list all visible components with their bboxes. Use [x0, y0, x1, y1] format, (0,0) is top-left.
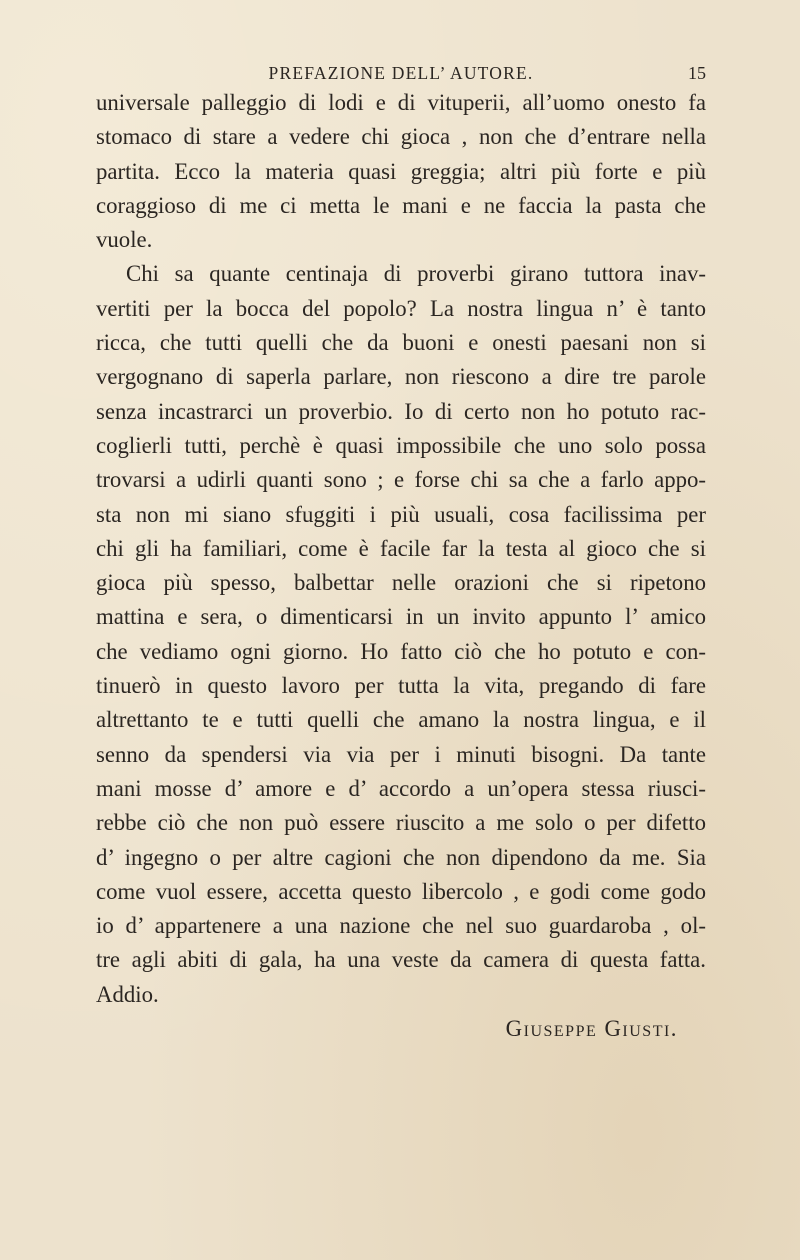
page-number: 15 — [688, 63, 706, 83]
text-line: senza incastrarci un proverbio. Io di certo non ho potuto rac- — [96, 398, 706, 424]
text-line: tinuerò in questo lavoro per tutta la vita, pregando di fare — [96, 673, 706, 699]
text-line: stomaco di stare a vedere chi gioca , non che d’entrare nella — [96, 124, 706, 150]
text-line: mattina e sera, o dimenticarsi in un invito appunto l’ amico — [96, 604, 706, 630]
text-line: come vuol essere, accetta questo libercolo , e godi come godo — [96, 878, 706, 904]
text-line: gioca più spesso, balbettar nelle orazioni che si ripetono — [96, 570, 706, 596]
text-line: coraggioso di me ci metta le mani e ne faccia la pasta che — [96, 192, 706, 218]
text-line: trovarsi a udirli quanti sono ; e forse chi sa che a farlo appo- — [96, 467, 706, 493]
text-line: vergognano di saperla parlare, non riescono a dire tre parole — [96, 364, 706, 390]
text-line: partita. Ecco la materia quasi greggia; altri più forte e più — [96, 158, 706, 184]
text-line: senno da spendersi via via per i minuti bisogni. Da tante — [96, 741, 706, 767]
text-line: Chi sa quante centinaja di proverbi girano tuttora inav- — [126, 261, 706, 287]
text-line: Addio. — [96, 981, 159, 1007]
text-line: universale palleggio di lodi e di vituperii, all’uomo onesto fa — [96, 90, 706, 115]
text-line: vuole. — [96, 227, 153, 253]
text-line: altrettanto te e tutti quelli che amano la nostra lingua, e il — [96, 707, 706, 733]
text-line: ricca, che tutti quelli che da buoni e onesti paesani non si — [96, 330, 706, 356]
running-title: PREFAZIONE DELL’ AUTORE. — [268, 63, 534, 83]
text-line: coglierli tutti, perchè è quasi impossibile che uno solo possa — [96, 432, 706, 458]
text-line: mani mosse d’ amore e d’ accordo a un’opera stessa riusci- — [96, 775, 706, 801]
page-header — [96, 58, 706, 88]
text-line: vertiti per la bocca del popolo? La nostra lingua n’ è tanto — [96, 295, 706, 321]
author-signature: Giuseppe Giusti. — [505, 1016, 678, 1042]
text-line: tre agli abiti di gala, ha una veste da camera di questa fatta. — [96, 947, 706, 973]
text-line: sta non mi siano sfuggiti i più usuali, cosa facilissima per — [96, 501, 706, 527]
text-line: chi gli ha familiari, come è facile far la testa al gioco che si — [96, 535, 706, 561]
text-line: d’ ingegno o per altre cagioni che non dipendono da me. Sia — [96, 844, 706, 870]
text-line: che vediamo ogni giorno. Ho fatto ciò che ho potuto e con- — [96, 638, 706, 664]
body-text — [96, 86, 706, 1046]
text-line: rebbe ciò che non può essere riuscito a me solo o per difetto — [96, 810, 706, 836]
text-line: io d’ appartenere a una nazione che nel suo guardaroba , ol- — [96, 913, 706, 939]
